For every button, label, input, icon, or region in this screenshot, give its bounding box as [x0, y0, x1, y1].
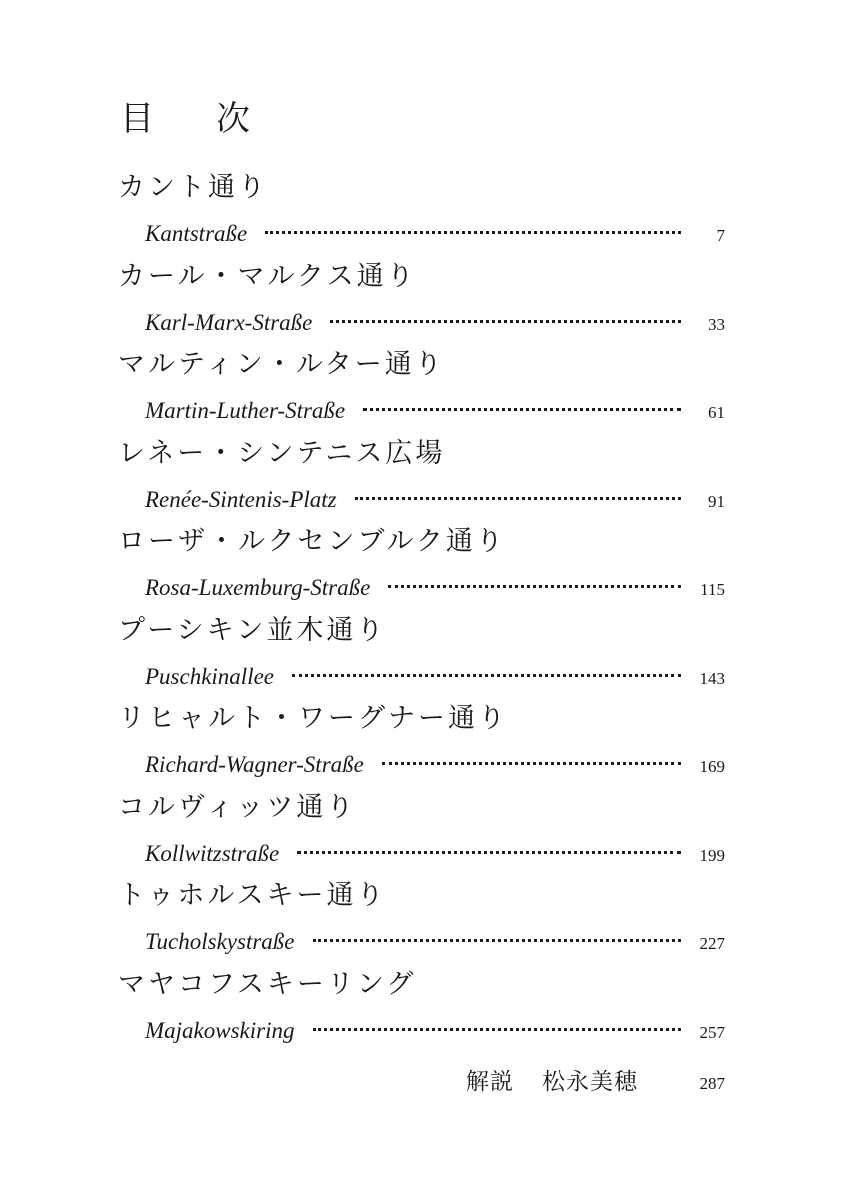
- dot-leader: [388, 584, 681, 588]
- chapter-row: [145, 307, 725, 339]
- chapter-row: [145, 661, 725, 693]
- chapter-title-de: Kollwitzstraße: [145, 840, 280, 866]
- toc-entry: [0, 965, 841, 1054]
- chapter-row: [145, 926, 725, 958]
- page-number: 91: [708, 491, 725, 511]
- chapter-title-jp: レネー・シンテニス広場: [118, 437, 446, 469]
- toc-entry: [0, 168, 841, 257]
- chapter-row: [145, 484, 725, 516]
- toc-entry: [0, 699, 841, 788]
- commentary-label: 解説: [466, 1069, 514, 1095]
- chapter-row: [145, 395, 725, 427]
- toc-entry: [0, 611, 841, 700]
- page-number: 115: [700, 580, 725, 599]
- chapter-title-de: Puschkinallee: [145, 663, 275, 689]
- toc-entry: [0, 876, 841, 965]
- toc-entry: [0, 257, 841, 346]
- dot-leader: [265, 230, 681, 234]
- chapter-title-jp: コルヴィッツ通り: [118, 791, 357, 823]
- chapter-title-jp: トゥホルスキー通り: [118, 880, 387, 911]
- chapter-row: [145, 749, 725, 781]
- chapter-title-jp: ローザ・ルクセンブルク通り: [118, 526, 506, 557]
- page-number: 143: [699, 668, 725, 688]
- page-number: 199: [699, 845, 725, 865]
- chapter-title-jp: カール・マルクス通り: [118, 260, 417, 292]
- dot-leader: [363, 407, 681, 411]
- chapter-title-jp: マルティン・ルター通り: [118, 349, 445, 380]
- page-number: 227: [699, 934, 725, 953]
- chapter-title-jp: マヤコフスキーリング: [118, 968, 417, 1000]
- dot-leader: [382, 761, 681, 765]
- chapter-row: [145, 838, 725, 870]
- page-title: 目 次: [120, 99, 264, 139]
- chapter-title-de: Tucholskystraße: [145, 929, 295, 954]
- page-number: 7: [716, 226, 725, 245]
- toc-entry: [0, 434, 841, 523]
- chapter-title-de: Martin-Luther-Straße: [145, 398, 346, 423]
- chapter-row: [145, 1015, 725, 1047]
- dot-leader: [292, 673, 681, 677]
- toc-entry: [0, 522, 841, 611]
- toc-entry: [0, 788, 841, 877]
- chapter-row: [145, 572, 725, 604]
- dot-leader: [355, 496, 681, 500]
- chapter-row: [145, 218, 725, 250]
- toc-list: [0, 168, 841, 1053]
- chapter-title-de: Rosa-Luxemburg-Straße: [145, 575, 371, 600]
- dot-leader: [313, 1027, 682, 1031]
- dot-leader: [297, 850, 681, 854]
- chapter-title-de: Renée-Sintenis-Platz: [145, 486, 337, 512]
- page-number: 257: [699, 1022, 725, 1042]
- page-number: 33: [708, 314, 725, 334]
- chapter-title-de: Richard-Wagner-Straße: [145, 752, 364, 777]
- commentary-author: 松永美穂: [542, 1069, 638, 1095]
- commentary-entry: [466, 1063, 725, 1096]
- chapter-title-jp: カント通り: [118, 172, 268, 203]
- chapter-title-jp: リヒャルト・ワーグナー通り: [118, 703, 508, 734]
- chapter-title-de: Kantstraße: [145, 221, 248, 246]
- dot-leader: [330, 319, 681, 323]
- chapter-title-de: Karl-Marx-Straße: [145, 309, 313, 335]
- chapter-title-jp: プーシキン並木通り: [118, 614, 387, 646]
- toc-entry: [0, 345, 841, 434]
- page-number: 61: [708, 403, 725, 422]
- page-number: 169: [699, 757, 725, 776]
- chapter-title-de: Majakowskiring: [145, 1017, 295, 1043]
- dot-leader: [313, 938, 682, 942]
- page-number: 287: [699, 1074, 725, 1093]
